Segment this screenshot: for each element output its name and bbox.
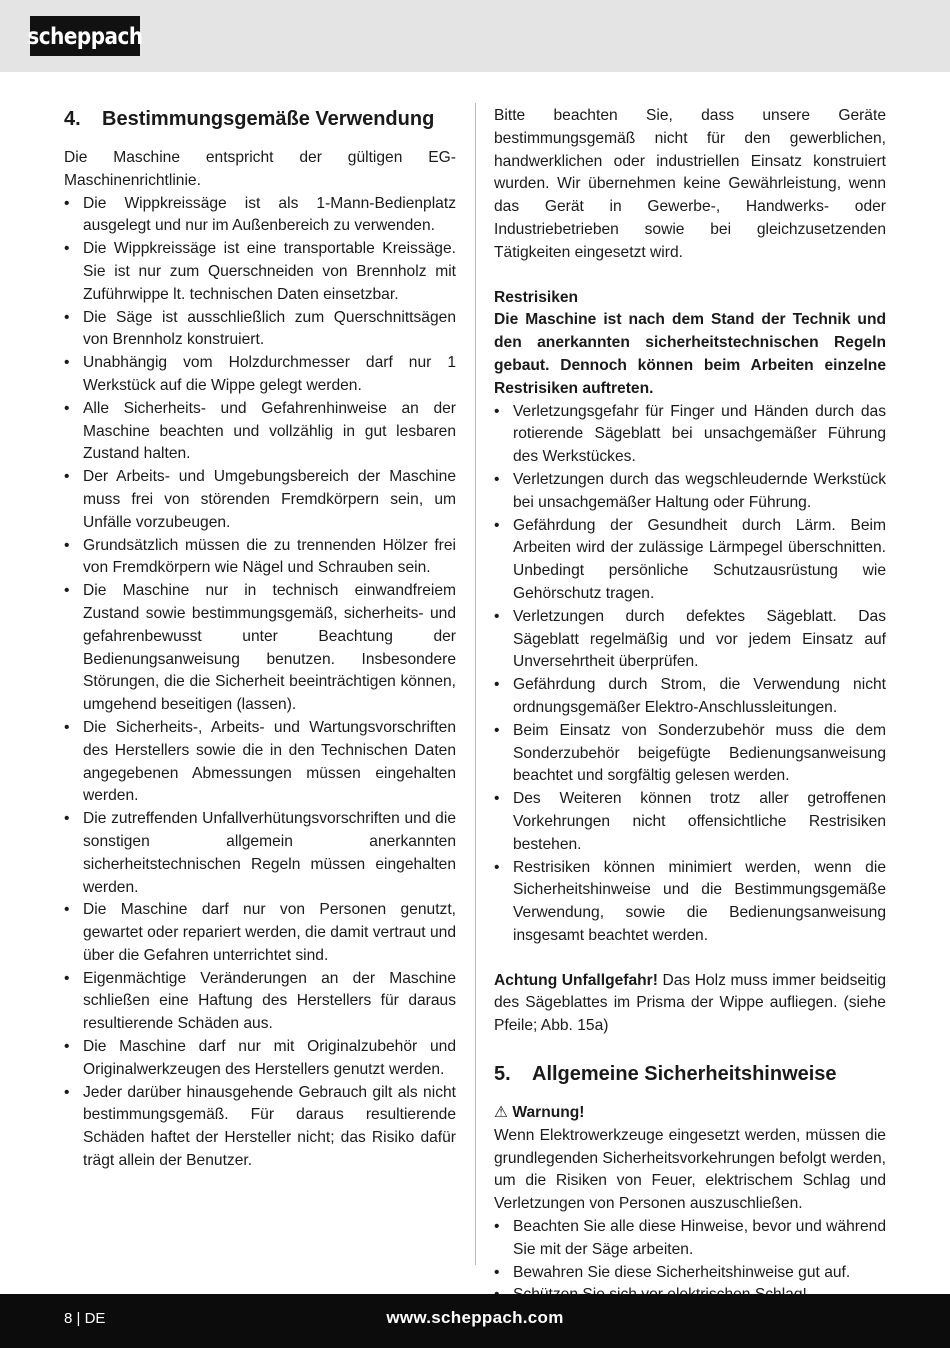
list-item: • Eigenmächtige Veränderungen an der Maschine schließen eine Haftung des Herstellers für daraus resultierende Schäden aus. xyxy=(64,969,456,1033)
list-item: • Des Weiteren können trotz aller getroffenen Vorkehrungen nicht offensichtliche Restrisiken bestehen. xyxy=(494,790,886,853)
section-5-number: 5. xyxy=(494,1063,511,1086)
list-item: • Gefährdung der Gesundheit durch Lärm. Beim Arbeiten wird der zulässige Lärmpegel überschnitten. Unbedingt persönliche Schutzausrüstung wie Gehörschutz tragen. xyxy=(494,516,886,602)
list-item: • Gefährdung durch Strom, die Verwendung nicht ordnungsgemäßer Elektro-Anschlussleitungen. xyxy=(494,676,886,716)
list-item: • Verletzungen durch defektes Sägeblatt. Das Sägeblatt regelmäßig und vor jedem Einsatz auf Unversehrtheit überprüfen. xyxy=(494,607,886,671)
column-divider xyxy=(475,103,476,1265)
list-item: • Beim Einsatz von Sonderzubehör muss die dem Sonderzubehör beigefügte Bedienungsanweisung beachtet und sorgfältig gelesen werden. xyxy=(494,721,886,785)
commercial-use-note: Bitte beachten Sie, dass unsere Geräte bestimmungsgemäß nicht für den gewerblichen, handwerklichen oder industriellen Einsatz konstruiert wurden. Wir übernehmen keine Gewährleistung, wenn das Gerät in Gewerbe-, Handwerks- oder Industriebetrieben sowie bei gleichzusetzenden Tätigkeiten eingesetzt wird. xyxy=(494,107,886,261)
list-item: • Unabhängig vom Holzdurchmesser darf nur 1 Werkstück auf die Wippe gelegt werden. xyxy=(64,354,456,394)
section-4-title: Bestimmungsgemäße Verwendung xyxy=(102,108,435,130)
page-number: 8 | DE xyxy=(64,1310,106,1327)
list-item: • Die zutreffenden Unfallverhütungsvorschriften und die sonstigen allgemein anerkannten sicherheitstechnischen Regeln müssen eingehalten werden. xyxy=(64,810,456,896)
section-5-heading xyxy=(494,1060,886,1088)
page-header xyxy=(0,0,950,72)
residual-risks-title: Restrisiken xyxy=(494,288,579,306)
caution-label: Achtung Unfallgefahr! xyxy=(494,971,658,989)
warning-text: Wenn Elektrowerkzeuge eingesetzt werden, müssen die grundlegenden Sicherheitsvorkehrungen befolgt werden, um die Risiken von Feuer, elektrischem Schlag und Verletzungen von Personen auszuschließen. xyxy=(494,1126,886,1213)
list-item: • Die Wippkreissäge ist als 1-Mann-Bedienplatz ausgelegt und nur im Außenbereich zu verwenden. xyxy=(64,194,456,235)
section-4-heading xyxy=(64,105,456,133)
list-item: • Die Wippkreissäge ist eine transportable Kreissäge. Sie ist nur zum Querschneiden von Brennholz mit Zuführwippe lt. technischen Daten einsetzbar. xyxy=(64,240,456,303)
list-item: • Die Maschine darf nur von Personen genutzt, gewartet oder repariert werden, die damit vertraut und über die Gefahren unterrichtet sind. xyxy=(64,901,456,964)
list-item: • Restrisiken können minimiert werden, wenn die Sicherheitshinweise und die Bestimmungsgemäße Verwendung, sowie die Bedienungsanweisung insgesamt beachtet werden. xyxy=(494,858,886,944)
section-4-number: 4. xyxy=(64,108,81,130)
list-item: • Grundsätzlich müssen die zu trennenden Hölzer frei von Fremdkörpern wie Nägel und Schrauben sein. xyxy=(64,536,456,577)
list-item: • Der Arbeits- und Umgebungsbereich der Maschine muss frei von störenden Fremdkörpern sein, um Unfälle vorzubeugen. xyxy=(64,468,456,531)
list-item: • Jeder darüber hinausgehende Gebrauch gilt als nicht bestimmungsgemäß. Für daraus resultierende Schäden haftet der Hersteller nicht; das Risiko dafür trägt allein der Benutzer. xyxy=(64,1083,456,1170)
list-item: • Die Säge ist ausschließlich zum Querschnittsägen von Brennholz konstruiert. xyxy=(64,308,456,349)
accident-caution: Achtung Unfallgefahr! Das Holz muss immer beidseitig des Sägeblattes im Prisma der Wippe aufliegen. (siehe Pfeile; Abb. 15a) xyxy=(494,971,886,1035)
warning-heading: ⚠ Warnung! xyxy=(494,1104,585,1122)
list-item: • Die Maschine darf nur mit Originalzubehör und Originalwerkzeugen des Herstellers genutzt werden. xyxy=(64,1038,456,1078)
right-column xyxy=(494,105,886,1307)
intended-use-intro: Die Maschine entspricht der gültigen EG-Maschinenrichtlinie. xyxy=(64,149,456,189)
residual-risks-lead: Die Maschine ist nach dem Stand der Technik und den anerkannten sicherheitstechnischen Regeln gebaut. Dennoch können beim Arbeiten einzelne Restrisiken auftreten. xyxy=(494,311,886,397)
intended-use-list xyxy=(64,193,456,1173)
list-item: • Beachten Sie alle diese Hinweise, bevor und während Sie mit der Säge arbeiten. xyxy=(494,1218,886,1258)
list-item: • Alle Sicherheits- und Gefahrenhinweise an der Maschine beachten und vollzählig in gut lesbaren Zustand halten. xyxy=(64,399,456,463)
list-item: • Die Maschine nur in technisch einwandfreiem Zustand sowie bestimmungsgemäß, sicherheits- und gefahrenbewusst unter Beachtung der Bedienungsanweisung benutzen. Insbesondere Störungen, die die Sicherheit beeinträchtigen können, umgehend beseitigen (lassen). xyxy=(64,582,456,714)
left-column xyxy=(64,105,456,1173)
website-link[interactable]: www.scheppach.com xyxy=(386,1308,564,1327)
brand-logo: scheppach xyxy=(30,16,140,56)
list-item: • Verletzungen durch das wegschleudernde Werkstück bei unsachgemäßer Haltung oder Führung. xyxy=(494,470,886,511)
warning-triangle-icon: ⚠ xyxy=(494,1104,508,1122)
page-footer xyxy=(0,1294,950,1348)
list-item: • Die Sicherheits-, Arbeits- und Wartungsvorschriften des Herstellers sowie die in den Technischen Daten angegebenen Abmessungen müssen eingehalten werden. xyxy=(64,718,456,805)
residual-risks-list xyxy=(494,401,886,948)
list-item: • Bewahren Sie diese Sicherheitshinweise gut auf. xyxy=(494,1263,851,1281)
section-5-title: Allgemeine Sicherheitshinweise xyxy=(532,1063,837,1086)
list-item: • Verletzungsgefahr für Finger und Händen durch das rotierende Sägeblatt bei unsachgemäßer Führung des Werkstückes. xyxy=(494,402,886,466)
